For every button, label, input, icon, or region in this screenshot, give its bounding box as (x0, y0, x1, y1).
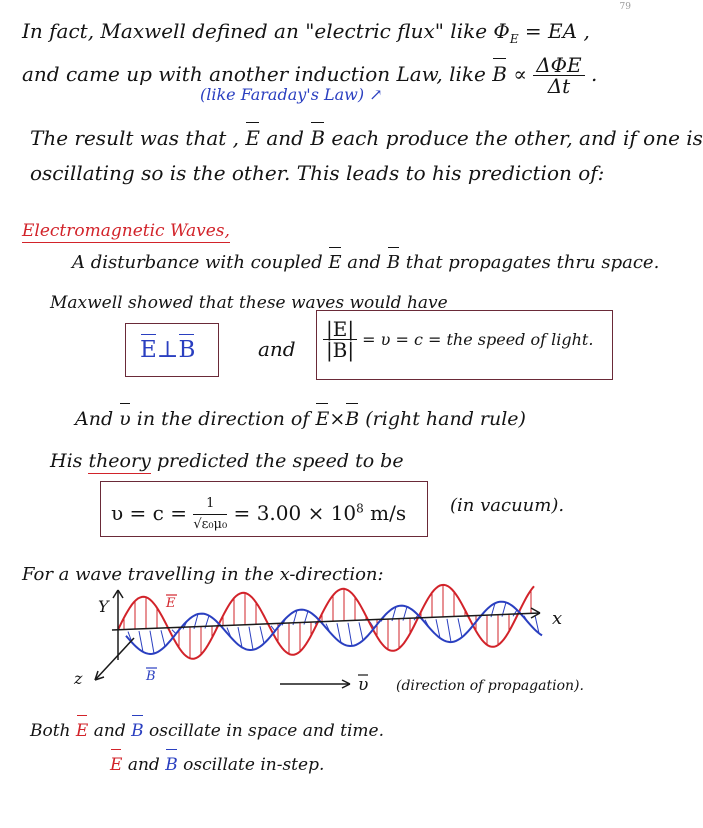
e-vector: E (140, 337, 157, 363)
b-vector: B (131, 718, 144, 744)
induction-law-line: and came up with another induction Law, like B ∝ $\frac{\text{ΔΦE}}{\Delta t}$ . (22, 53, 598, 98)
b-vector: B (492, 62, 507, 86)
flux-equals-ea: = EA , (518, 19, 590, 43)
b-field-vector (447, 619, 451, 642)
e-vector: E (110, 752, 122, 778)
b-field-vector (359, 622, 363, 640)
x-axis-label: x (552, 608, 563, 629)
maxwell-showed-line: Maxwell showed that these waves would have (50, 293, 448, 313)
definition-text: A disturbance with coupled (72, 252, 329, 273)
b-vector: B (178, 337, 196, 363)
in-step-line (110, 752, 324, 778)
produce-text: each produce the other, and if one is (325, 126, 703, 150)
e-over-b-fraction: $\frac{|E|}{|B|}$ (323, 319, 357, 360)
b-field-vector (348, 623, 352, 646)
b-field-vector (249, 627, 253, 650)
mu-epsilon-fraction: $\frac{1}{\text{√ε₀μ₀}}$ (193, 496, 228, 532)
b-field-wave (126, 602, 542, 654)
his-text: His (50, 450, 89, 472)
b-field-vector (260, 626, 264, 643)
v-vector: υ (119, 408, 131, 430)
z-axis-label: z (74, 669, 83, 688)
b-vector: B (345, 408, 360, 430)
and-text: and (259, 126, 311, 150)
page-number: 79 (619, 2, 631, 12)
phi-symbol: Φ (493, 19, 510, 43)
b-field-vector (150, 631, 154, 654)
in-step-text: oscillate in-step. (177, 755, 325, 775)
v-label: υ (358, 675, 369, 695)
oscillating-line: oscillating so is the other. This leads to his prediction of: (30, 161, 605, 185)
result-text: The result was that , (30, 126, 246, 150)
flux-rate-fraction: $\frac{\text{ΔΦE}}{\Delta t}$ (533, 55, 584, 96)
and-word: and (258, 337, 296, 361)
speed-exponent: 8 (356, 501, 364, 516)
note-arrow-icon: ↗ (369, 85, 383, 104)
and-text: and (88, 721, 132, 741)
wave-intro: For a wave travelling in the x-direction: (22, 564, 384, 585)
both-oscillate-line (30, 718, 384, 744)
theory-word: theory (88, 450, 151, 472)
b-field-vector (458, 618, 462, 637)
right-hand-rule-text: (right hand rule) (359, 408, 526, 430)
speed-value: 3.00 × 10 (256, 501, 357, 525)
b-vector: B (165, 752, 178, 778)
z-axis (95, 638, 134, 680)
e-vector: E (245, 126, 260, 150)
e-vector: E (76, 718, 88, 744)
equals-sign: = (227, 501, 257, 525)
propagates-text: that propagates thru space. (400, 252, 660, 273)
b-vector: B (387, 250, 400, 276)
speed-of-light-text: = υ = c = the speed of light. (357, 330, 594, 349)
b-field-vector (161, 630, 165, 646)
oscillate-text: oscillate in space and time. (143, 721, 384, 741)
speed-unit: m/s (363, 501, 407, 525)
v-equals-c: υ = c = (111, 501, 194, 525)
both-text: Both (30, 721, 76, 741)
propagation-label: (direction of propagation). (396, 678, 584, 694)
phi-subscript: E (509, 32, 519, 46)
induction-text: and came up with another induction Law, like (22, 62, 493, 86)
perp-symbol: ⊥ (156, 337, 179, 363)
and-text: and (122, 755, 166, 775)
y-axis-label: Y (98, 597, 109, 616)
faraday-note-text: (like Faraday's Law) (200, 85, 365, 104)
b-vector: B (310, 126, 326, 150)
proportional-symbol: ∝ (513, 62, 527, 86)
and-text: and (341, 252, 387, 273)
b-wave-label: B (146, 669, 156, 684)
vacuum-note: (in vacuum). (450, 495, 565, 516)
e-vector: E (315, 408, 330, 430)
direction-text: in the direction of (130, 408, 316, 430)
cross-symbol: × (329, 408, 346, 430)
em-waves-heading-text: Electromagnetic Waves, (22, 221, 230, 241)
and-text: And (75, 408, 120, 430)
e-wave-label: E (166, 596, 176, 611)
e-vector: E (328, 250, 341, 276)
flux-text: In fact, Maxwell defined an "electric flux" like (22, 19, 494, 43)
predicted-text: predicted the speed to be (150, 450, 404, 472)
